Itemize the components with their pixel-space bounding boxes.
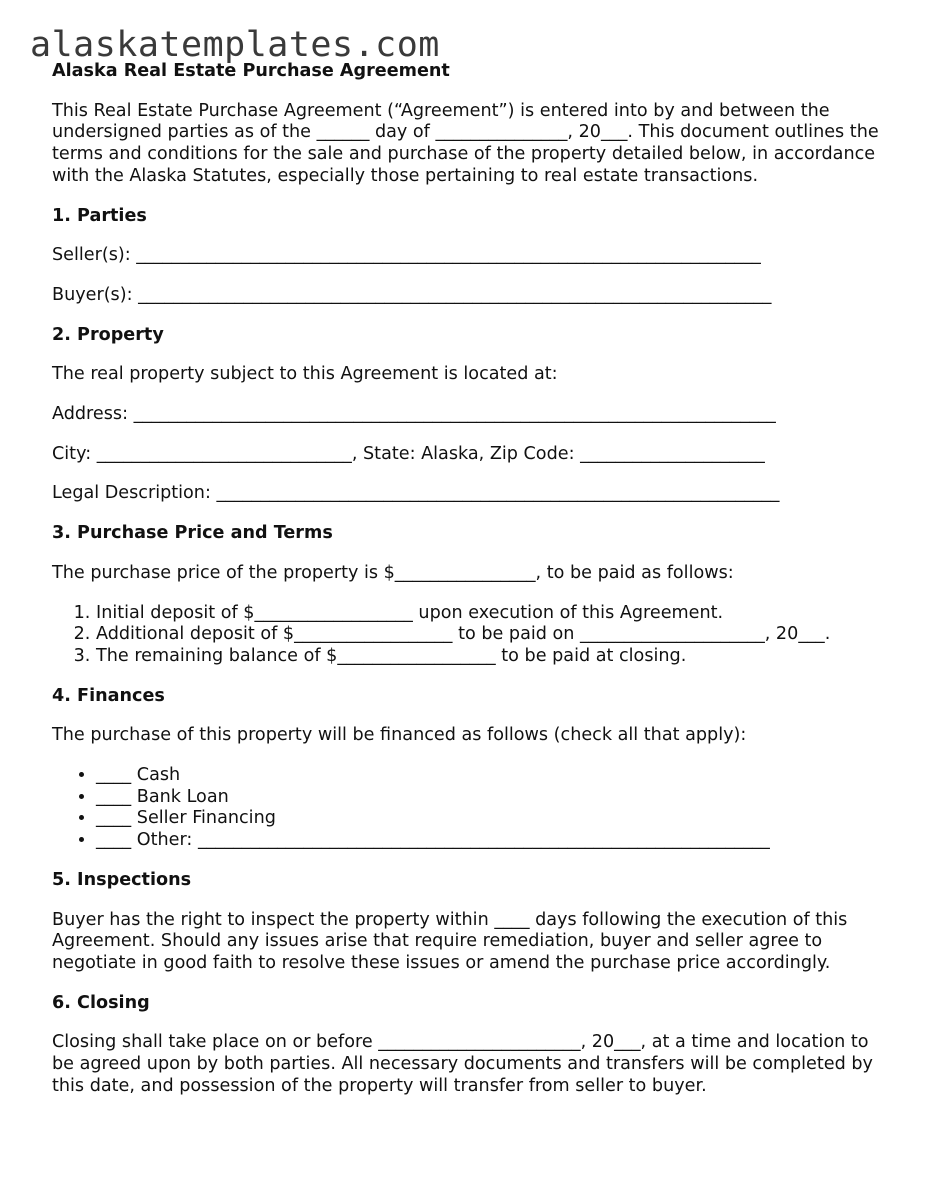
list-item: • ____ Bank Loan	[96, 787, 882, 809]
section-heading-property: 2. Property	[52, 324, 164, 345]
buyer-field-line: Buyer(s): ________________________________________________________________________	[52, 284, 772, 305]
list-item: • ____ Seller Financing	[96, 808, 882, 830]
section-heading-closing: 6. Closing	[52, 992, 150, 1013]
legal-description-line: Legal Description: ________________________________________________________________	[52, 483, 780, 504]
payment-list	[52, 603, 882, 668]
intro-paragraph: This Real Estate Purchase Agreement (“Agreement”) is entered into by and between the undersigned parties as of the ______ day of _______________, 20___. This document outlines the terms and conditions for the sale and purchase of the property detailed below, in accordance with the Alaska Statutes, especially those pertaining to real estate transactions.	[52, 100, 879, 186]
list-item: 2. Additional deposit of $__________________ to be paid on _____________________, 20___.	[96, 624, 882, 646]
section-heading-finances: 4. Finances	[52, 685, 165, 706]
document-title: Alaska Real Estate Purchase Agreement	[52, 61, 450, 81]
document-body	[52, 61, 882, 1098]
section-heading-price: 3. Purchase Price and Terms	[52, 523, 333, 544]
city-state-zip-line: City: _____________________________, State: Alaska, Zip Code: _____________________	[52, 443, 765, 464]
price-intro: The purchase price of the property is $________________, to be paid as follows:	[52, 562, 734, 583]
site-watermark: alaskatemplates.com	[30, 25, 440, 65]
inspections-paragraph: Buyer has the right to inspect the property within ____ days following the execution of this Agreement. Should any issues arise that require remediation, buyer and seller agree to negotiate in good faith to resolve these issues or amend the purchase price accordingly.	[52, 909, 848, 973]
property-intro: The real property subject to this Agreement is located at:	[52, 364, 558, 385]
list-item: • ____ Other: _________________________________________________________________	[96, 830, 882, 852]
list-item: 1. Initial deposit of $__________________ upon execution of this Agreement.	[96, 603, 882, 625]
section-heading-inspections: 5. Inspections	[52, 869, 192, 890]
section-heading-parties: 1. Parties	[52, 205, 147, 226]
finances-intro: The purchase of this property will be financed as follows (check all that apply):	[52, 725, 747, 746]
seller-field-line: Seller(s): _______________________________________________________________________	[52, 245, 761, 266]
list-item: • ____ Cash	[96, 765, 882, 787]
financing-options-list	[52, 765, 882, 852]
closing-paragraph: Closing shall take place on or before _______________________, 20___, at a time and location to be agreed upon by both parties. All necessary documents and transfers will be completed by this date, and possession of the property will transfer from seller to buyer.	[52, 1032, 873, 1096]
address-field-line: Address: _________________________________________________________________________	[52, 404, 776, 425]
list-item: 3. The remaining balance of $__________________ to be paid at closing.	[96, 646, 882, 668]
